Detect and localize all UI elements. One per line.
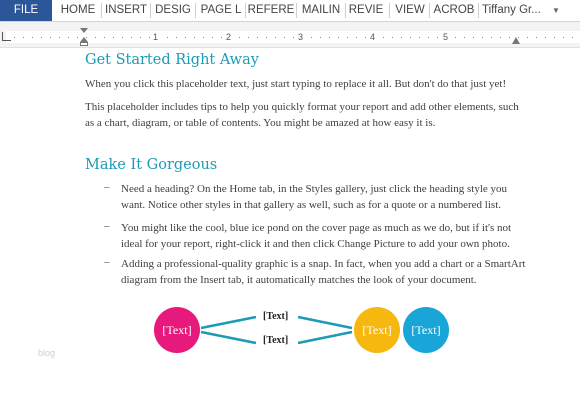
smartart-circle-pink[interactable]: [Text] <box>154 307 200 353</box>
ruler-tick <box>248 37 249 38</box>
ruler-tick <box>68 37 69 38</box>
ruler-tick <box>572 37 573 38</box>
ribbon-tab-bar <box>0 0 580 22</box>
ruler-tick <box>455 37 456 38</box>
ruler-tick <box>320 37 321 38</box>
bullet-item[interactable]: You might like the cool, blue ice pond on the cover page as much as we do, but if it's not ideal for your report, right-click it and then click Change Picture to add your own photo. <box>121 222 512 250</box>
tab-separator <box>345 3 346 18</box>
ruler-tick <box>257 37 258 38</box>
smartart-label-top[interactable]: [Text] <box>263 311 289 322</box>
bullet-item[interactable]: Adding a professional-quality graphic is a snap. In fact, when you add a chart or a SmartArt diagram from the Insert tab, it automatically matches the look of your document. <box>121 258 526 286</box>
tab-design[interactable]: DESIG <box>155 4 191 16</box>
connector-line <box>201 317 256 328</box>
paragraph[interactable]: This placeholder includes tips to help you quickly format your report and add other elements, such as a chart, diagram, or table of contents. You might be amazed at how easy it is. <box>85 101 519 129</box>
ruler-tick <box>410 37 411 38</box>
smartart-circle-yellow[interactable]: [Text] <box>354 307 400 353</box>
ruler-tick <box>383 37 384 38</box>
ruler-number: 4 <box>370 32 376 42</box>
ruler-tick <box>131 37 132 38</box>
ruler-tick <box>77 37 78 38</box>
ruler-tick <box>104 37 105 38</box>
ruler-tick <box>329 37 330 38</box>
ruler-tick <box>545 37 546 38</box>
ruler-tick <box>482 37 483 38</box>
ruler-tick <box>554 37 555 38</box>
ruler-tick <box>221 37 222 38</box>
ruler-tick <box>86 37 87 38</box>
tab-review[interactable]: REVIE <box>348 4 384 16</box>
smartart-connectors <box>0 49 580 400</box>
tab-separator <box>245 3 246 18</box>
tab-separator <box>150 3 151 18</box>
ruler-tick <box>491 37 492 38</box>
ruler-tick <box>311 37 312 38</box>
watermark-text: blog <box>38 348 56 358</box>
ruler-tick <box>365 37 366 38</box>
user-account-name[interactable]: Tiffany Gr... <box>482 4 541 16</box>
heading-get-started[interactable]: Get Started Right Away <box>85 52 259 68</box>
ruler-tick <box>338 37 339 38</box>
horizontal-ruler[interactable] <box>0 22 580 48</box>
ruler-tick <box>203 37 204 38</box>
ruler-tick <box>194 37 195 38</box>
tab-page-layout[interactable]: PAGE L <box>200 4 242 16</box>
tab-view[interactable]: VIEW <box>395 4 425 16</box>
ruler-tick <box>437 37 438 38</box>
document-page[interactable] <box>0 49 580 400</box>
ruler-tick <box>563 37 564 38</box>
ruler-tick <box>509 37 510 38</box>
ruler-tick <box>59 37 60 38</box>
ruler-number: 5 <box>443 32 449 42</box>
ruler-number: 1 <box>153 32 159 42</box>
tab-separator <box>429 3 430 18</box>
tab-acrobat[interactable]: ACROB <box>433 4 475 16</box>
ruler-tick <box>518 37 519 38</box>
ruler-tick <box>212 37 213 38</box>
bullet-item[interactable]: Need a heading? On the Home tab, in the Styles gallery, just click the heading style you want. Notice other styles in that gallery as well, such as for a quote or a numbered list. <box>121 183 508 211</box>
ruler-tick <box>347 37 348 38</box>
ruler-tick <box>14 37 15 38</box>
ruler-tick <box>113 37 114 38</box>
tab-home[interactable]: HOME <box>60 4 96 16</box>
tab-separator <box>389 3 390 18</box>
left-indent-marker[interactable] <box>80 42 88 46</box>
tab-file[interactable]: FILE <box>0 0 52 21</box>
ruler-tick <box>41 37 42 38</box>
ruler-tick <box>401 37 402 38</box>
ruler-tick <box>428 37 429 38</box>
chevron-down-icon[interactable]: ▼ <box>552 6 560 15</box>
connector-line <box>298 317 352 328</box>
bullet-dash: – <box>104 220 110 232</box>
heading-make-it-gorgeous[interactable]: Make It Gorgeous <box>85 157 218 173</box>
ruler-tick <box>284 37 285 38</box>
tab-separator <box>101 3 102 18</box>
first-line-indent-marker[interactable] <box>80 28 88 33</box>
connector-line <box>201 332 256 343</box>
ruler-tick <box>275 37 276 38</box>
ruler-tick <box>419 37 420 38</box>
bullet-dash: – <box>104 181 110 193</box>
ruler-number: 2 <box>226 32 232 42</box>
ruler-tick <box>32 37 33 38</box>
ruler-tick <box>293 37 294 38</box>
ruler-tick <box>536 37 537 38</box>
right-indent-marker[interactable] <box>512 37 520 44</box>
ruler-tick <box>266 37 267 38</box>
ruler-tick <box>473 37 474 38</box>
bullet-dash: – <box>104 256 110 268</box>
tab-mailings[interactable]: MAILIN <box>301 4 341 16</box>
ruler-tick <box>122 37 123 38</box>
smartart-label-bottom[interactable]: [Text] <box>263 335 289 346</box>
tab-separator <box>195 3 196 18</box>
ruler-tick <box>23 37 24 38</box>
paragraph[interactable]: When you click this placeholder text, just start typing to replace it all. But don't do that just yet! <box>85 78 507 90</box>
ruler-tick <box>95 37 96 38</box>
ruler-number: 3 <box>298 32 304 42</box>
smartart-circle-blue[interactable]: [Text] <box>403 307 449 353</box>
ruler-tick <box>464 37 465 38</box>
ruler-tick <box>527 37 528 38</box>
ruler-tick <box>356 37 357 38</box>
ruler-tick <box>185 37 186 38</box>
ruler-tick <box>176 37 177 38</box>
ruler-tick <box>149 37 150 38</box>
ruler-tick <box>392 37 393 38</box>
ruler-tick <box>50 37 51 38</box>
tab-separator <box>478 3 479 18</box>
tab-selector-icon[interactable] <box>2 32 11 41</box>
ruler-tick <box>140 37 141 38</box>
tab-separator <box>296 3 297 18</box>
ruler-tick <box>500 37 501 38</box>
connector-line <box>298 332 352 343</box>
ruler-tick <box>239 37 240 38</box>
tab-references[interactable]: REFERE <box>247 4 295 16</box>
ruler-tick <box>167 37 168 38</box>
tab-insert[interactable]: INSERT <box>105 4 147 16</box>
